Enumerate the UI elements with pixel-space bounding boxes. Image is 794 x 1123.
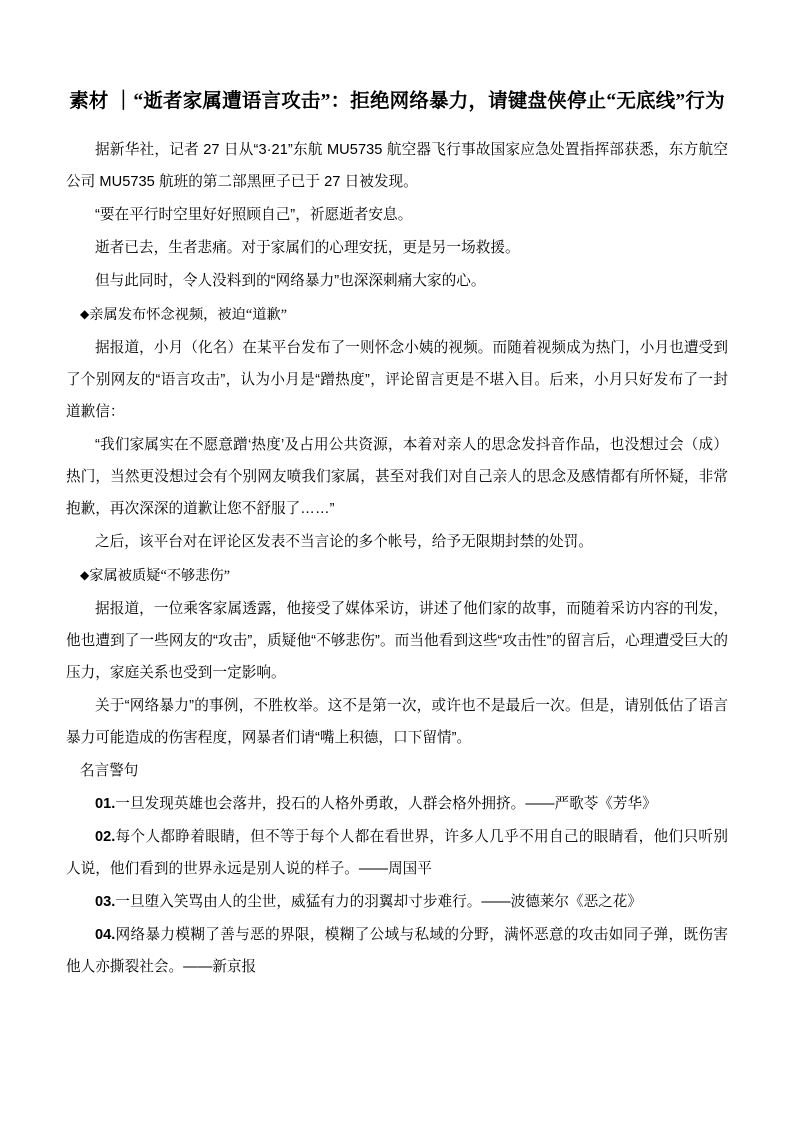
maxim-item <box>66 919 728 983</box>
maxim-number: 01. <box>95 796 116 812</box>
maxim-text: 每个人都睁着眼睛，但不等于每个人都在看世界，许多人几乎不用自己的眼睛看，他们只听别人说，他们看到的世界永远是别人说的样子。 <box>66 829 728 877</box>
paragraph-apology-letter: “我们家属实在不愿意蹭‘热度’及占用公共资源，本着对亲人的思念发抖音作品，也没想过会（成）热门，当然更没想过会有个别网友喷我们家属，甚至对我们对自己亲人的思念及感情都有所怀疑，非常抱歉，再次深深的道歉让您不舒服了……” <box>66 437 728 517</box>
maxim-text: 一旦发现英雄也会落井，投石的人格外勇敢，人群会格外拥挤。 <box>115 796 526 812</box>
document-body <box>66 84 728 984</box>
paragraph-xiaoyue-story: 据报道，小月（化名）在某平台发布了一则怀念小姨的视频。而随着视频成为热门，小月也遭受到了个别网友的“语言攻击”，认为小月是“蹭热度”，评论留言更是不堪入目。后来，小月只好发布了一封道歉信： <box>66 340 728 420</box>
maxim-attribution: ——新京报 <box>183 959 257 975</box>
paragraph-conclusion: 关于“网络暴力”的事例，不胜枚举。这不是第一次，或许也不是最后一次。但是，请别低估了语言暴力可能造成的伤害程度，网暴者们请“嘴上积德，口下留情”。 <box>66 698 728 746</box>
maxim-number: 03. <box>95 894 116 910</box>
paragraph-news-source: 据新华社，记者 27 日从“3·21”东航 MU5735 航空器飞行事故国家应急处置指挥部获悉，东方航空公司 MU5735 航班的第二部黑匣子已于 27 日被发现。 <box>66 142 728 190</box>
paragraph-platform-ban: 之后，该平台对在评论区发表不当言论的多个帐号，给予无限期封禁的处罚。 <box>95 534 593 550</box>
maxim-attribution: ——周国平 <box>358 861 432 877</box>
maxim-item <box>66 886 728 918</box>
paragraph-parallel-universe: “要在平行时空里好好照顾自己”，祈愿逝者安息。 <box>95 207 413 223</box>
maxim-attribution: ——波德莱尔《恶之花》 <box>481 894 642 910</box>
section-heading-not-sad-enough <box>66 559 728 592</box>
paragraph-cyberviolence-pain: 但与此同时，令人没料到的“网络暴力”也深深刺痛大家的心。 <box>95 273 486 289</box>
maxims-section-label: 名言警句 <box>80 763 139 779</box>
paragraph-passenger-family: 据报道，一位乘客家属透露，他接受了媒体采访，讲述了他们家的故事，而随着采访内容的刊发，他也遭到了一些网友的“攻击”，质疑他“不够悲伤”。而当他看到这些“攻击性”的留言后，心理遭受巨大的压力，家庭关系也受到一定影响。 <box>66 601 728 681</box>
page-title: 素材 ｜“逝者家属遭语言攻击”：拒绝网络暴力，请键盘侠停止“无底线”行为 <box>69 91 725 112</box>
maxim-item <box>66 788 728 820</box>
maxim-number: 04. <box>95 927 116 943</box>
paragraph-grief-rescue: 逝者已去，生者悲痛。对于家属们的心理安抚，更是另一场救援。 <box>95 240 520 256</box>
section-heading-label: 家属被质疑“不够悲伤” <box>89 568 231 584</box>
diamond-bullet-icon: ◆ <box>80 307 90 321</box>
maxim-item <box>66 821 728 885</box>
maxim-text: 一旦堕入笑骂由人的尘世，威猛有力的羽翼却寸步难行。 <box>115 894 482 910</box>
diamond-bullet-icon: ◆ <box>80 568 90 582</box>
maxim-number: 02. <box>95 829 116 845</box>
maxim-text: 网络暴力模糊了善与恶的界限，模糊了公域与私域的分野，满怀恶意的攻击如同子弹，既伤害他人亦撕裂社会。 <box>66 927 728 975</box>
section-heading-memorial-video <box>66 298 728 331</box>
section-heading-label: 亲属发布怀念视频，被迫“道歉” <box>89 307 288 323</box>
maxim-attribution: ——严歌苓《芳华》 <box>525 796 657 812</box>
